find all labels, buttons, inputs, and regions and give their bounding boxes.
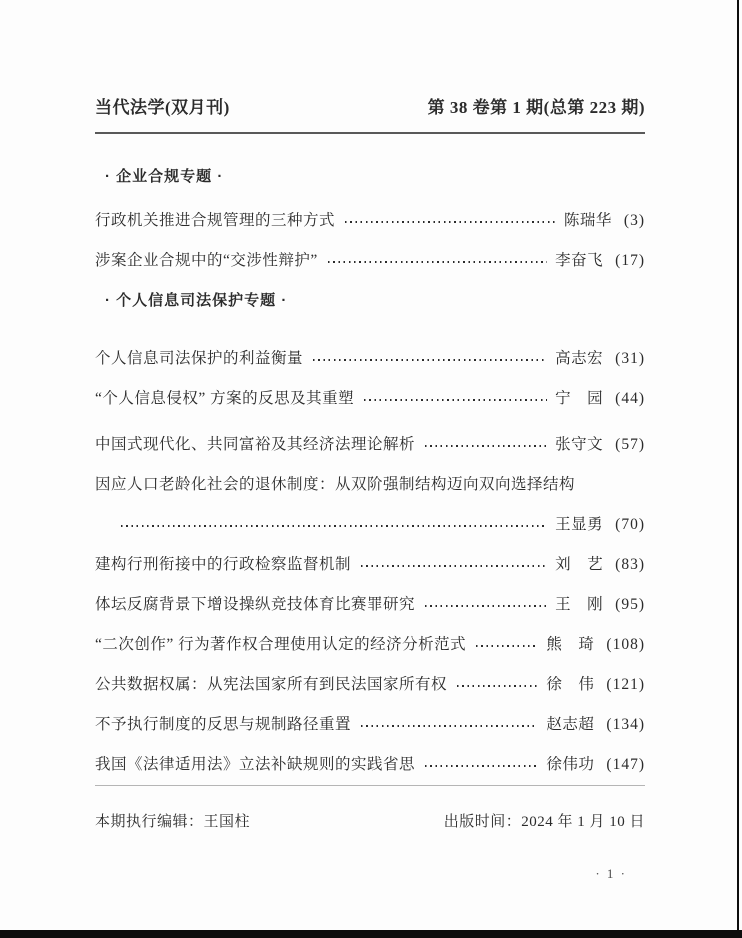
toc-section <box>95 291 645 409</box>
publish-date: 出版时间：2024 年 1 月 10 日 <box>443 814 645 830</box>
entry-author: 徐 伟 <box>546 676 595 693</box>
footer-rule <box>95 785 645 786</box>
entry-author: 李奋飞 <box>555 252 604 269</box>
dots-leader-icon <box>425 445 547 447</box>
journal-page <box>95 0 645 882</box>
dots-leader-icon <box>364 399 547 401</box>
entry-page-number: (83) <box>615 556 645 573</box>
page-header <box>95 96 645 120</box>
dots-leader-icon <box>361 725 538 727</box>
toc-entry <box>95 715 645 735</box>
toc-entry <box>95 349 645 369</box>
entry-title: 体坛反腐背景下增设操纵竞技体育比赛罪研究 <box>95 596 416 613</box>
page-number: · 1 · <box>595 866 627 881</box>
header-rule <box>95 132 645 134</box>
entry-author: 刘 艺 <box>555 556 604 573</box>
toc-entry <box>95 435 645 455</box>
toc-section <box>95 167 645 271</box>
entry-title: 公共数据权属：从宪法国家所有到民法国家所有权 <box>95 676 448 693</box>
entry-author: 徐伟功 <box>546 756 595 773</box>
entry-author: 熊 琦 <box>546 636 595 653</box>
entry-title: 中国式现代化、共同富裕及其经济法理论解析 <box>95 436 416 453</box>
entry-title: 行政机关推进合规管理的三种方式 <box>95 212 336 229</box>
entry-page-number: (31) <box>615 350 645 367</box>
section-heading: · 企业合规专题 · <box>105 168 224 185</box>
entry-page-number: (121) <box>606 676 645 693</box>
scan-edge-right <box>737 0 739 938</box>
issue-info: 第 38 卷第 1 期(总第 223 期) <box>427 98 645 117</box>
entry-title: “二次创作” 行为著作权合理使用认定的经济分析范式 <box>95 636 467 653</box>
toc-entry-continuation <box>95 515 645 535</box>
entry-page-number: (3) <box>623 212 645 229</box>
entry-author: 王 刚 <box>555 596 604 613</box>
dots-leader-icon <box>345 221 556 223</box>
entry-page-number: (17) <box>615 252 645 269</box>
toc-entry <box>95 755 645 775</box>
dots-leader-icon <box>425 605 547 607</box>
entry-title: 因应人口老龄化社会的退休制度：从双阶强制结构迈向双向选择结构 <box>95 476 576 493</box>
section-heading: · 个人信息司法保护专题 · <box>105 292 288 309</box>
dots-leader-icon <box>476 645 538 647</box>
entry-title: 建构行刑衔接中的行政检察监督机制 <box>95 556 352 573</box>
toc-entry <box>95 675 645 695</box>
entry-author: 赵志超 <box>546 716 595 733</box>
entry-title: 个人信息司法保护的利益衡量 <box>95 350 304 367</box>
entry-title: 不予执行制度的反思与规制路径重置 <box>95 716 352 733</box>
entry-title: “个人信息侵权” 方案的反思及其重塑 <box>95 390 355 407</box>
entry-author: 王显勇 <box>555 516 604 533</box>
dots-leader-icon <box>121 525 547 527</box>
entry-page-number: (134) <box>606 716 645 733</box>
toc-entry <box>95 555 645 575</box>
dots-leader-icon <box>457 685 538 687</box>
entry-title: 我国《法律适用法》立法补缺规则的实践省思 <box>95 756 416 773</box>
entry-page-number: (57) <box>615 436 645 453</box>
entry-author: 宁 园 <box>555 390 604 407</box>
entry-page-number: (108) <box>606 636 645 653</box>
executive-editor: 本期执行编辑：王国柱 <box>95 814 251 830</box>
entry-page-number: (147) <box>606 756 645 773</box>
dots-leader-icon <box>361 565 547 567</box>
toc-entry <box>95 389 645 409</box>
toc-entry <box>95 211 645 231</box>
page-footer <box>95 812 645 832</box>
entry-author: 陈瑞华 <box>563 212 612 229</box>
entry-page-number: (95) <box>615 596 645 613</box>
dots-leader-icon <box>313 359 547 361</box>
entry-title: 涉案企业合规中的“交涉性辩护” <box>95 252 318 269</box>
scan-edge-bottom <box>0 930 742 938</box>
entry-author: 张守文 <box>555 436 604 453</box>
toc-section <box>95 435 645 775</box>
table-of-contents <box>95 167 645 775</box>
toc-entry-title-line <box>95 475 645 495</box>
journal-title: 当代法学(双月刊) <box>95 98 230 117</box>
toc-entry <box>95 251 645 271</box>
toc-entry <box>95 595 645 615</box>
entry-author: 高志宏 <box>555 350 604 367</box>
dots-leader-icon <box>425 765 538 767</box>
dots-leader-icon <box>328 261 547 263</box>
toc-entry <box>95 635 645 655</box>
entry-page-number: (44) <box>615 390 645 407</box>
entry-page-number: (70) <box>615 516 645 533</box>
